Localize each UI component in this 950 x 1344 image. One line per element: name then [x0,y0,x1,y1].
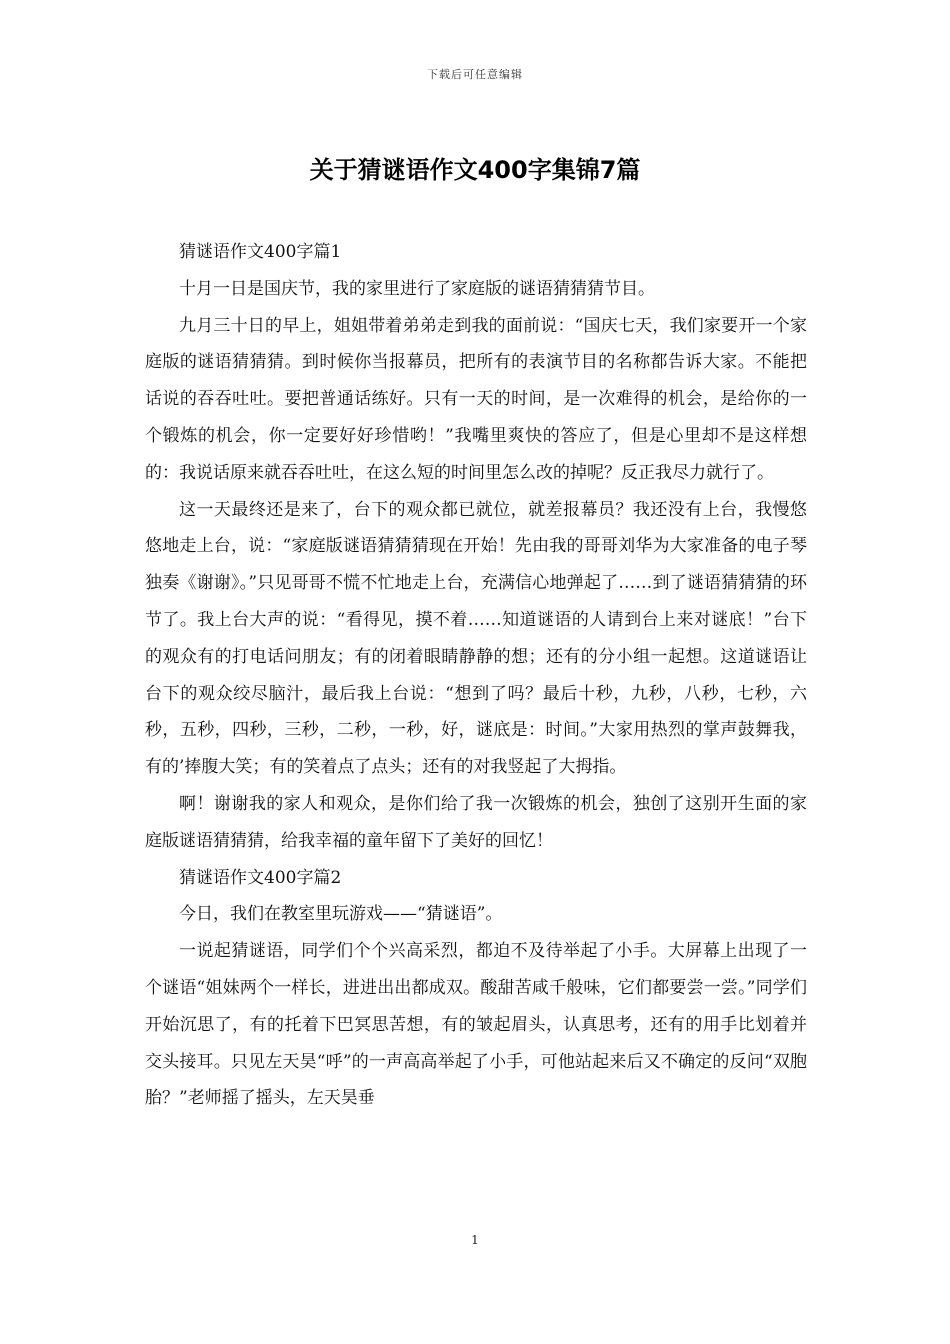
body-paragraph: 一说起猜谜语，同学们个个兴高采烈，都迫不及待举起了小手。大屏幕上出现了一个谜语“姐妹两个一样长，进进出出都成双。酸甜苦咸千般味，它们都要尝一尝。”同学们开始沉思了，有的托着下巴冥思苦想，有的皱起眉头，认真思考，还有的用手比划着并交头接耳。只见左天昊“呼”的一声高高举起了小手，可他站起来后又不确定的反问“双胞胎？”老师摇了摇头，左天昊垂 [145,941,807,1109]
body-paragraph: 啊！谢谢我的家人和观众，是你们给了我一次锻炼的机会，独创了这别开生面的家庭版谜语猜猜猜，给我幸福的童年留下了美好的回忆！ [145,793,807,851]
section-heading-1: 猜谜语作文400字篇1 [179,242,342,262]
header-note: 下载后可任意编辑 [427,68,523,81]
section-heading-2: 猜谜语作文400字篇2 [179,867,342,888]
body-paragraph: 十月一日是国庆节，我的家里进行了家庭版的谜语猜猜猜节目。 [179,278,655,299]
body-paragraph: 九月三十日的早上，姐姐带着弟弟走到我的面前说：“国庆七天，我们家要开一个家庭版的谜语猜猜猜。到时候你当报幕员，把所有的表演节目的名称都告诉大家。不能把话说的吞吞吐吐。要把普通话练好。只有一天的时间，是一次难得的机会，是给你的一个锻炼的机会，你一定要好好珍惜哟！”我嘴里爽快的答应了，但是心里却不是这样想的：我说话原来就吞吞吐吐，在这么短的时间里怎么改的掉呢？反正我尽力就行了。 [145,315,807,483]
body-paragraph: 这一天最终还是来了，台下的观众都已就位，就差报幕员？我还没有上台，我慢悠悠地走上台，说：“家庭版谜语猜猜猜现在开始！先由我的哥哥刘华为大家准备的电子琴独奏《谢谢》。”只见哥哥不慌不忙地走上台，充满信心地弹起了……到了谜语猜猜猜的环节了。我上台大声的说：“看得见，摸不着……知道谜语的人请到台上来对谜底！”台下的观众有的打电话问朋友；有的闭着眼睛静静的想；还有的分小组一起想。这道谜语让台下的观众绞尽脑汁，最后我上台说：“想到了吗？最后十秒，九秒，八秒，七秒，六秒，五秒，四秒，三秒，二秒，一秒，好，谜底是：时间。”大家用热烈的掌声鼓舞我，有的’捧腹大笑；有的笑着点了点头；还有的对我竖起了大拇指。 [145,499,807,778]
page-number: 1 [471,1233,479,1247]
document-title: 关于猜谜语作文400字集锦7篇 [309,156,641,184]
body-paragraph: 今日，我们在教室里玩游戏——“猜谜语”。 [179,904,503,925]
document-body [145,234,807,1117]
